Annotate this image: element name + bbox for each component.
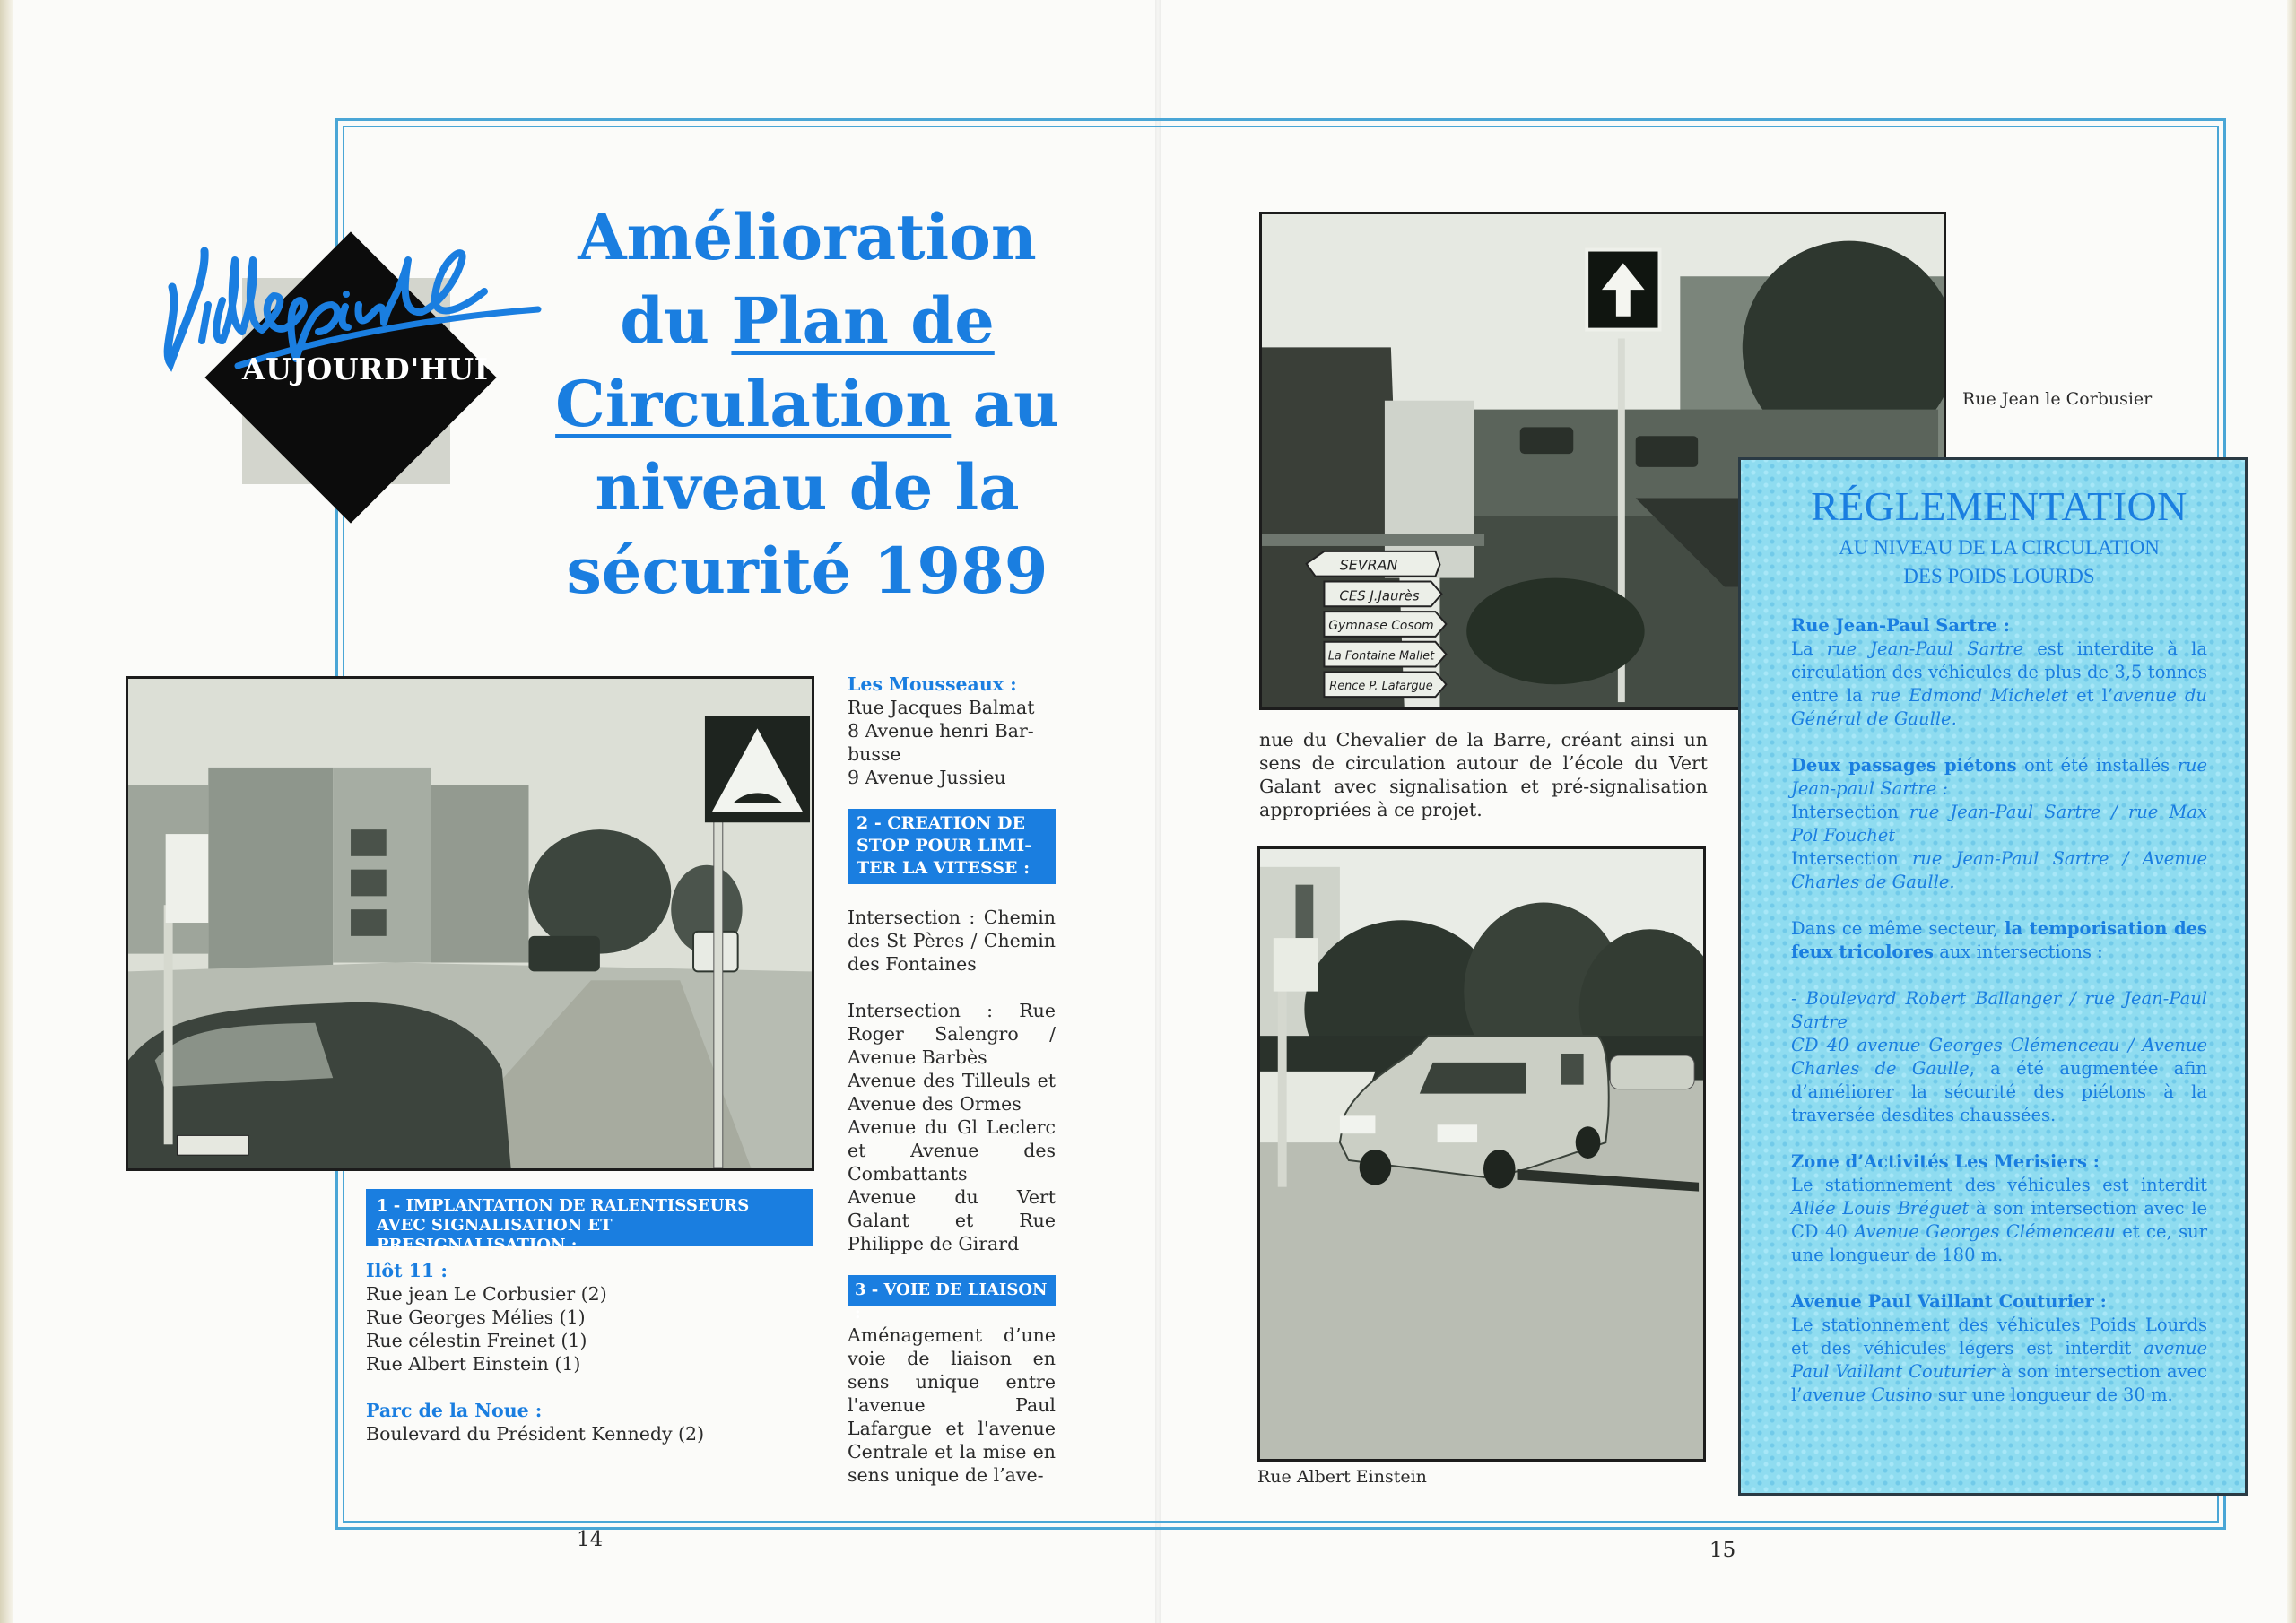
regl-block-text: La rue Jean-Paul Sartre est interdite à la circulation des véhicules de plus de 3,5 tonnes entre la rue Edmond Michelet et l’avenue du Général de Gaulle. [1791, 638, 2207, 729]
regl-block-heading: Avenue Paul Vaillant Couturier : [1791, 1291, 2107, 1312]
sign-gymnase-cosom: Gymnase Cosom [1328, 618, 1434, 633]
regl-block-text: Le stationnement des véhicules est interdit Allée Louis Bréguet à son intersection avec le CD 40 Avenue Georges Clémenceau et ce, sur une longueur de 180 m. [1791, 1175, 2208, 1265]
group-parc-de-la-noue-heading: Parc de la Noue : [366, 1400, 543, 1421]
title-line-3-post: au [951, 367, 1059, 441]
section-3-continuation: nue du Chevalier de la Barre, créant ainsi un sens de circulation autour de l’école du Vert Galant avec signalisation et pré-signalisation appropriées à ce projet. [1259, 729, 1708, 820]
section-2-item: Avenue du Vert Galant et Rue Philippe de Girard [848, 1186, 1056, 1254]
regl-block-temporisation-feux [1791, 917, 2207, 964]
photo-speed-bump-street [126, 676, 814, 1171]
reglementation-title: RÉGLEMENTATION [1811, 483, 2187, 529]
regl-block-intersections-feux [1791, 987, 2207, 1127]
regl-block-rue-jean-paul-sartre [1791, 614, 2207, 731]
title-line-2-underlined: Plan de [731, 283, 995, 358]
mousseaux-list [848, 673, 1057, 789]
section-2-heading-line: 2 - CREATION DE [857, 813, 1025, 833]
section-2-item: Intersection : Rue Roger Salengro / Avenue Barbès [848, 1000, 1056, 1068]
regl-block-text: Le stationnement des véhicules Poids Lourds et des véhicules légers est interdit avenue Paul Vaillant Couturier à son intersection avec l’avenue Cusino sur une longueur de 30 m. [1791, 1315, 2207, 1405]
page-number-left: 14 [577, 1528, 604, 1551]
section-2-item: Avenue des Tilleuls et Avenue des Ormes [848, 1070, 1056, 1115]
list-item: Rue jean Le Corbusier (2) [366, 1283, 607, 1305]
regl-block-zone-merisiers [1791, 1150, 2207, 1267]
regl-block-text: Deux passages piétons ont été installés rue Jean-paul Sartre : Intersection rue Jean-Paul Sartre / rue Max Pol Fouchet Intersection rue Jean-Paul Sartre / Avenue Charles de Gaulle. [1791, 755, 2208, 892]
list-item: 9 Avenue Jussieu [848, 767, 1006, 788]
photo-van-speed-bump [1257, 846, 1706, 1462]
page-edge-right [2287, 0, 2296, 1623]
regl-block-text: - Boulevard Robert Ballanger / rue Jean-Paul Sartre CD 40 avenue Georges Clémenceau / Avenue Charles de Gaulle, a été augmentée afin d’améliorer la sécurité des piétons à la traversée desdites chaussées. [1791, 988, 2207, 1125]
group-ilot-11-heading: Ilôt 11 : [366, 1260, 448, 1281]
reglementation-blocks [1791, 614, 2207, 1407]
photo-caption-bottom: Rue Albert Einstein [1257, 1467, 1427, 1487]
reglementation-subtitle-line: DES POIDS LOURDS [1903, 565, 2095, 587]
reglementation-subtitle [1791, 534, 2207, 591]
list-item: Boulevard du Président Kennedy (2) [366, 1423, 705, 1445]
title-line-2 [529, 279, 1085, 362]
list-item: Rue célestin Freinet (1) [366, 1330, 587, 1351]
regl-block-passages-pietons [1791, 754, 2207, 894]
section-2-body [848, 906, 1056, 1255]
section-1-heading: 1 - IMPLANTATION DE RALENTISSEURS AVEC SIGNALISATION ET PRESIGNALISATION : [366, 1189, 813, 1246]
section-2-paragraph-1: Intersection : Chemin des St Pères / Chemin des Fontaines [848, 907, 1056, 975]
section-1-list [366, 1259, 832, 1445]
group-mousseaux-heading: Les Mousseaux : [848, 673, 1017, 695]
section-2-heading-line: STOP POUR LIMI- [857, 836, 1032, 855]
title-line-1: Amélioration [578, 200, 1037, 274]
list-item: Rue Georges Mélies (1) [366, 1306, 586, 1328]
regl-block-avenue-vaillant-couturier [1791, 1290, 2207, 1407]
regl-block-text: Dans ce même secteur, la temporisation des feux tricolores aux intersections : [1791, 918, 2207, 962]
page-title [529, 195, 1085, 612]
sign-sevran: SEVRAN [1339, 556, 1398, 574]
sign-la-fontaine-mallet: La Fontaine Mallet [1327, 649, 1435, 664]
regl-block-heading: Rue Jean-Paul Sartre : [1791, 615, 2010, 636]
section-2-heading-line: TER LA VITESSE : [857, 858, 1031, 878]
regl-block-heading: Zone d’Activités Les Merisiers : [1791, 1151, 2100, 1172]
section-3-paragraph: Aménagement d’une voie de liaison en sens unique entre l'avenue Paul Lafargue et l'avenue Centrale et la mise en sens unique de l’ave- [848, 1324, 1056, 1486]
list-item: 8 Avenue henri Bar- [848, 720, 1034, 742]
list-item: busse [848, 743, 901, 765]
title-line-4: niveau de la [595, 450, 1020, 525]
photo-caption-top: Rue Jean le Corbusier [1962, 389, 2152, 409]
sign-ces-jaures: CES J.Jaurès [1339, 587, 1420, 604]
list-item: Rue Jacques Balmat [848, 697, 1035, 718]
page-edge-left [0, 0, 13, 1623]
title-line-5: sécurité 1989 [566, 534, 1048, 608]
villepinte-logo [152, 206, 547, 511]
section-2-item: Avenue du Gl Leclerc et Avenue des Combattants [848, 1116, 1056, 1185]
section-3-heading: 3 - VOIE DE LIAISON : [848, 1275, 1056, 1306]
list-item: Rue Albert Einstein (1) [366, 1353, 581, 1375]
title-line-3-underlined: Circulation [555, 367, 952, 441]
logo-subtitle: AUJOURD'HUI [242, 352, 489, 386]
sign-rence-lafargue: Rence P. Lafargue [1329, 680, 1433, 694]
reglementation-subtitle-line: AU NIVEAU DE LA CIRCULATION [1839, 536, 2160, 559]
title-line-2-pre: du [620, 283, 732, 358]
title-line-3 [529, 362, 1085, 446]
section-2-heading [848, 809, 1056, 884]
page-number-right: 15 [1709, 1539, 1736, 1562]
reglementation-box [1738, 457, 2248, 1496]
